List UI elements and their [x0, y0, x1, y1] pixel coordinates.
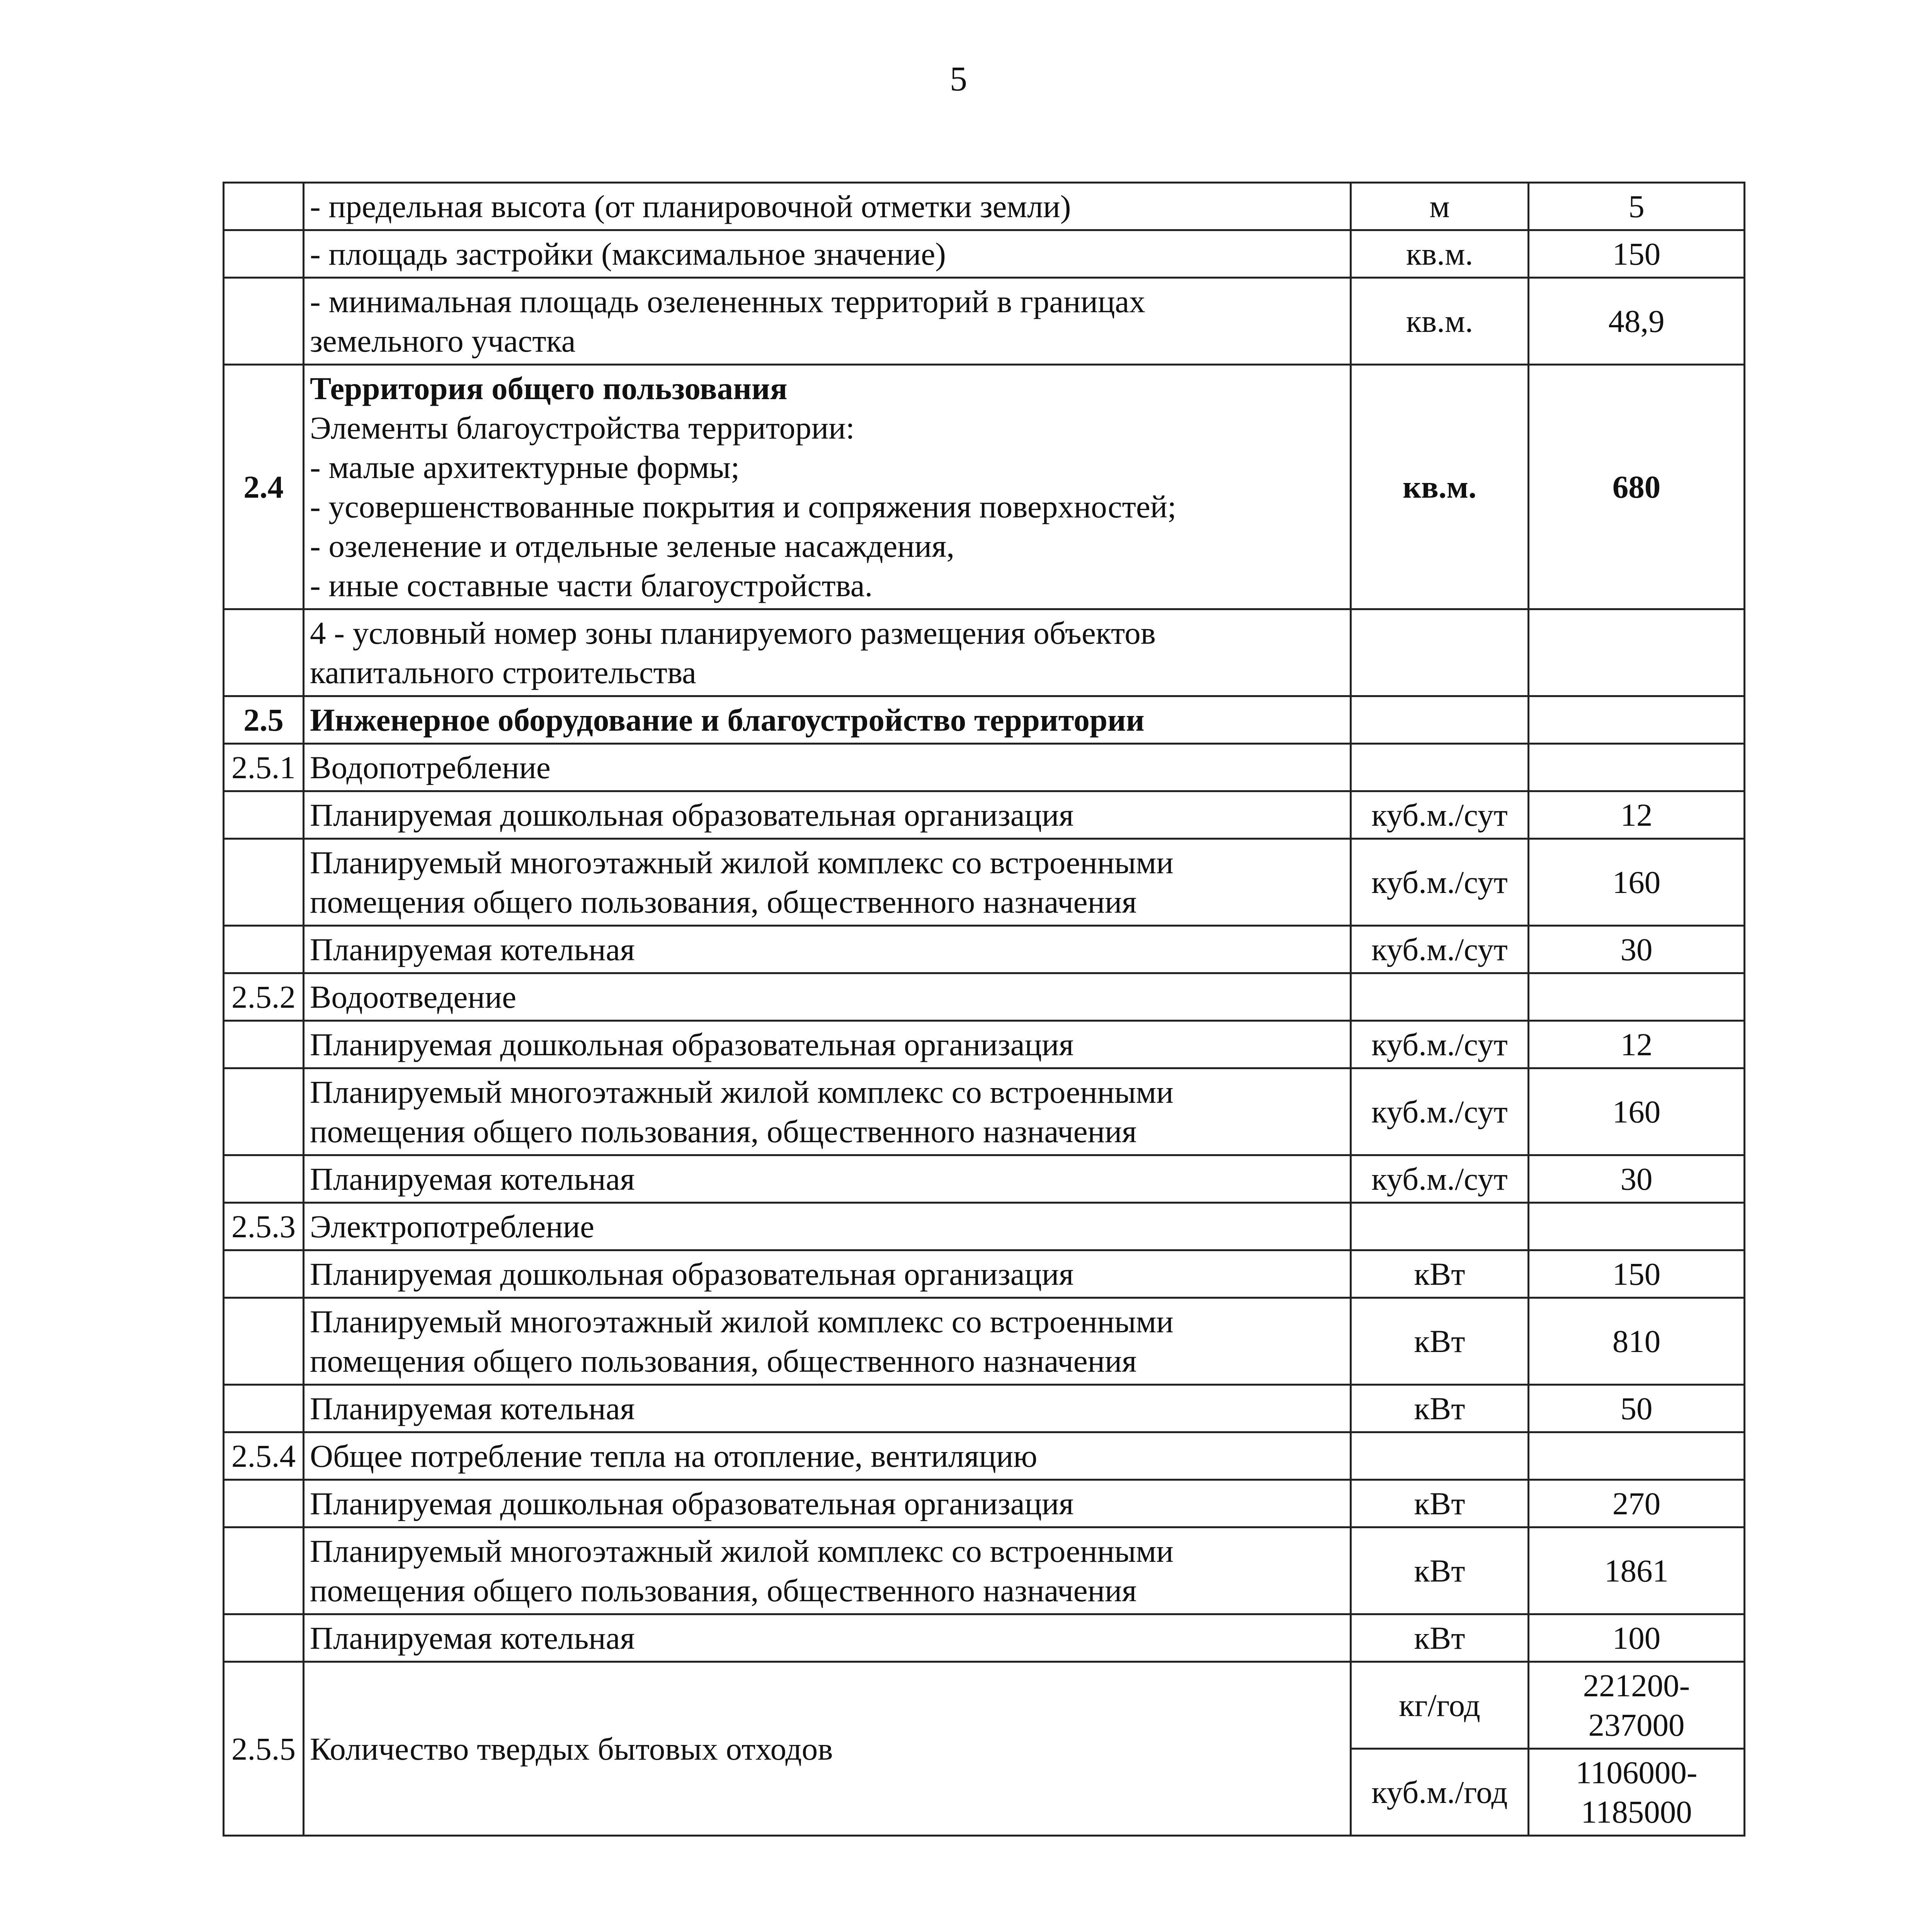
row-value [1529, 278, 1745, 365]
row-unit: куб.м./сут [1351, 1068, 1529, 1155]
row-number [224, 1021, 304, 1068]
row-number [224, 1480, 304, 1527]
table-row [224, 365, 1745, 609]
table-row [224, 744, 1745, 791]
row-description-line: Планируемая котельная [310, 1391, 635, 1426]
row-description [304, 1480, 1351, 1527]
row-value [1529, 1749, 1745, 1836]
table-row [224, 1021, 1745, 1068]
row-value-line: 30 [1620, 932, 1653, 967]
row-description [304, 744, 1351, 791]
row-unit [1351, 1203, 1529, 1250]
table-row [224, 1250, 1745, 1298]
row-unit [1351, 696, 1529, 744]
table-row [224, 1527, 1745, 1614]
row-description-line: Электропотребление [310, 1209, 595, 1244]
table-row [224, 1614, 1745, 1662]
row-description-line: - минимальная площадь озелененных территорий в границах [310, 284, 1145, 319]
row-number: 2.4 [224, 365, 304, 609]
row-number: 2.5.1 [224, 744, 304, 791]
row-description-line: капитального строительства [310, 655, 696, 690]
row-description-line: Планируемая дошкольная образовательная организация [310, 1027, 1074, 1062]
row-number [224, 1527, 304, 1614]
row-unit: м [1351, 183, 1529, 230]
row-number [224, 926, 304, 973]
row-description-line: Водоотведение [310, 979, 517, 1015]
row-value-line: 5 [1628, 189, 1645, 224]
row-value-line: 160 [1612, 864, 1661, 900]
row-description: Количество твердых бытовых отходов [304, 1662, 1351, 1836]
row-description-line: помещения общего пользования, общественного назначения [310, 1573, 1137, 1608]
row-description-line: Элементы благоустройства территории: [310, 410, 855, 446]
table-row [224, 1385, 1745, 1432]
table-row [224, 1298, 1745, 1385]
row-value [1529, 230, 1745, 278]
row-description-line: помещения общего пользования, общественного назначения [310, 884, 1137, 920]
row-unit [1351, 973, 1529, 1021]
row-description [304, 609, 1351, 696]
row-description [304, 696, 1351, 744]
row-description-line: помещения общего пользования, общественного назначения [310, 1114, 1137, 1149]
row-value [1529, 1298, 1745, 1385]
table-row [224, 791, 1745, 839]
row-number [224, 1068, 304, 1155]
row-description-line: Планируемая котельная [310, 1161, 635, 1197]
row-value [1529, 1155, 1745, 1203]
row-value-line: 12 [1620, 1027, 1653, 1062]
row-description-line: Планируемый многоэтажный жилой комплекс со встроенными [310, 1074, 1174, 1110]
row-value-line: 30 [1620, 1161, 1653, 1197]
row-number [224, 1614, 304, 1662]
row-unit: куб.м./сут [1351, 791, 1529, 839]
row-unit: кв.м. [1351, 365, 1529, 609]
row-value-line: 12 [1620, 797, 1653, 833]
row-number [224, 1250, 304, 1298]
row-value [1529, 839, 1745, 926]
row-number [224, 1385, 304, 1432]
row-number [224, 609, 304, 696]
row-unit: кВт [1351, 1527, 1529, 1614]
row-value-line: 150 [1612, 236, 1661, 272]
row-unit: кв.м. [1351, 278, 1529, 365]
row-value [1529, 696, 1745, 744]
row-number: 2.5 [224, 696, 304, 744]
row-value [1529, 1432, 1745, 1480]
row-title: Территория общего пользования [310, 371, 788, 406]
row-description [304, 839, 1351, 926]
row-unit: куб.м./сут [1351, 1155, 1529, 1203]
row-value-line: 237000 [1588, 1707, 1685, 1743]
table-body [224, 183, 1745, 1836]
row-number [224, 183, 304, 230]
row-title: Инженерное оборудование и благоустройство территории [310, 702, 1145, 738]
row-value-line: 221200- [1583, 1668, 1690, 1703]
row-value-line: 1185000 [1581, 1794, 1692, 1830]
row-value [1529, 1203, 1745, 1250]
row-value-line: 810 [1612, 1323, 1661, 1359]
row-description [304, 1527, 1351, 1614]
row-value [1529, 609, 1745, 696]
row-description-line: Планируемый многоэтажный жилой комплекс со встроенными [310, 1533, 1174, 1569]
row-unit: куб.м./год [1351, 1749, 1529, 1836]
row-description-line: Планируемая дошкольная образовательная организация [310, 1486, 1074, 1521]
row-description-line: - малые архитектурные формы; [310, 449, 740, 485]
row-number: 2.5.2 [224, 973, 304, 1021]
page-number: 5 [950, 60, 967, 98]
row-value-line: 150 [1612, 1256, 1661, 1292]
row-number [224, 1298, 304, 1385]
row-value-line: 48,9 [1608, 303, 1665, 339]
row-value-line: 1106000- [1575, 1755, 1698, 1790]
row-value-line: 270 [1612, 1486, 1661, 1521]
table-row [224, 839, 1745, 926]
row-description-line: Планируемая котельная [310, 932, 635, 967]
table-row [224, 278, 1745, 365]
table-row [224, 1068, 1745, 1155]
row-description [304, 1614, 1351, 1662]
row-unit: куб.м./сут [1351, 1021, 1529, 1068]
row-description [304, 1068, 1351, 1155]
row-description [304, 791, 1351, 839]
row-value [1529, 1021, 1745, 1068]
row-number [224, 230, 304, 278]
row-number [224, 839, 304, 926]
row-value-line: 160 [1612, 1094, 1661, 1129]
table-row [224, 1155, 1745, 1203]
row-value [1529, 1068, 1745, 1155]
row-description-line: 4 - условный номер зоны планируемого размещения объектов [310, 615, 1156, 651]
row-description [304, 1298, 1351, 1385]
row-number: 2.5.3 [224, 1203, 304, 1250]
row-value-line: 100 [1612, 1620, 1661, 1656]
row-description-line: Планируемая котельная [310, 1620, 635, 1656]
row-description-line: земельного участка [310, 323, 576, 359]
row-value [1529, 744, 1745, 791]
row-unit: кВт [1351, 1480, 1529, 1527]
table-row [224, 609, 1745, 696]
row-description-line: - усовершенствованные покрытия и сопряжения поверхностей; [310, 489, 1177, 524]
table-row [224, 696, 1745, 744]
row-value [1529, 791, 1745, 839]
row-description [304, 365, 1351, 609]
table-row [224, 1480, 1745, 1527]
row-unit: куб.м./сут [1351, 839, 1529, 926]
row-value-line: 680 [1612, 469, 1661, 505]
row-value [1529, 1385, 1745, 1432]
row-unit: кв.м. [1351, 230, 1529, 278]
row-unit [1351, 744, 1529, 791]
row-number [224, 1155, 304, 1203]
table-row [224, 230, 1745, 278]
row-description-line: - озеленение и отдельные зеленые насаждения, [310, 528, 955, 564]
row-value [1529, 183, 1745, 230]
row-unit: кг/год [1351, 1662, 1529, 1749]
data-table [223, 182, 1745, 1837]
row-description-line: Водопотребление [310, 750, 551, 785]
row-number [224, 278, 304, 365]
row-description [304, 230, 1351, 278]
row-description [304, 1203, 1351, 1250]
row-description-line: - иные составные части благоустройства. [310, 568, 873, 603]
table-row [224, 183, 1745, 230]
row-description [304, 1021, 1351, 1068]
row-unit: куб.м./сут [1351, 926, 1529, 973]
row-value [1529, 1614, 1745, 1662]
row-value-line: 50 [1620, 1391, 1653, 1426]
row-number: 2.5.5 [224, 1662, 304, 1836]
row-description [304, 973, 1351, 1021]
row-unit [1351, 1432, 1529, 1480]
row-description-line: Планируемая дошкольная образовательная организация [310, 797, 1074, 833]
row-unit: кВт [1351, 1614, 1529, 1662]
row-number [224, 791, 304, 839]
table-row [224, 1203, 1745, 1250]
row-description-line: - площадь застройки (максимальное значение) [310, 236, 946, 272]
row-unit: кВт [1351, 1250, 1529, 1298]
row-description-line: Планируемая дошкольная образовательная организация [310, 1256, 1074, 1292]
row-description [304, 1385, 1351, 1432]
row-value [1529, 1527, 1745, 1614]
row-description [304, 926, 1351, 973]
row-value-line: 1861 [1604, 1553, 1669, 1588]
row-description [304, 1432, 1351, 1480]
table-row [224, 1662, 1745, 1749]
row-description-line: Общее потребление тепла на отопление, вентиляцию [310, 1438, 1038, 1474]
row-description [304, 183, 1351, 230]
row-value [1529, 1480, 1745, 1527]
table-row [224, 973, 1745, 1021]
table-row [224, 1432, 1745, 1480]
table-row [224, 926, 1745, 973]
row-value [1529, 973, 1745, 1021]
row-description-line: - предельная высота (от планировочной отметки земли) [310, 189, 1071, 224]
row-description [304, 1155, 1351, 1203]
row-description [304, 278, 1351, 365]
row-value [1529, 365, 1745, 609]
row-number: 2.5.4 [224, 1432, 304, 1480]
row-description-line: Планируемый многоэтажный жилой комплекс со встроенными [310, 845, 1174, 880]
row-value [1529, 926, 1745, 973]
row-value [1529, 1662, 1745, 1749]
row-description-line: Планируемый многоэтажный жилой комплекс со встроенными [310, 1304, 1174, 1339]
row-unit [1351, 609, 1529, 696]
row-unit: кВт [1351, 1385, 1529, 1432]
row-description-line: помещения общего пользования, общественного назначения [310, 1343, 1137, 1379]
row-unit: кВт [1351, 1298, 1529, 1385]
row-value [1529, 1250, 1745, 1298]
row-description [304, 1250, 1351, 1298]
